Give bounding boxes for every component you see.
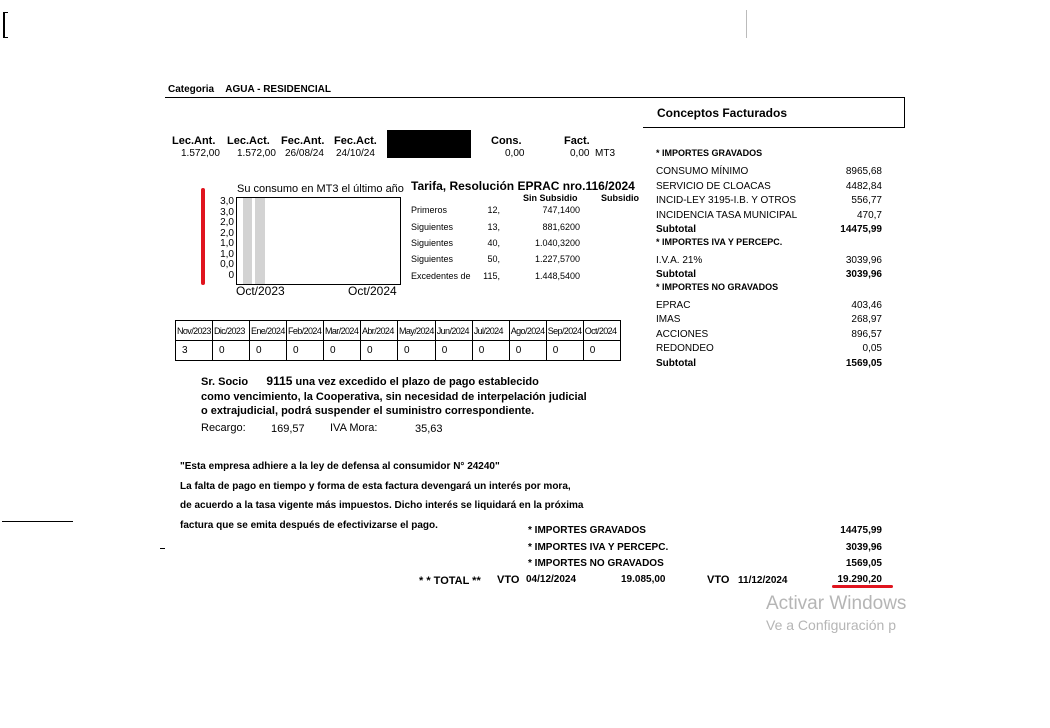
concept-item-value: 8965,68 [845,166,882,177]
tariff-row-qty: 13, [487,222,500,232]
history-month: May/2024 [398,321,436,341]
concept-item-value: 4482,84 [845,180,882,192]
history-value: 0 [361,341,398,361]
concept-item [656,166,882,180]
history-value: 0 [472,341,509,361]
concept-item-label: I.V.A. 21% [656,254,703,266]
concept-item-label: INCIDENCIA TASA MUNICIPAL [656,209,798,221]
lec-act-value: 1.572,00 [237,148,276,159]
history-values-row [176,341,621,361]
y-tick: 0 [228,269,234,281]
concepts-section-title: * IMPORTES IVA Y PERCEPC. [656,236,783,247]
y-tick: 0,0 [220,259,234,270]
tariff-row-price: 1.448,5400 [534,271,580,281]
x-tick-start: Oct/2023 [236,284,285,298]
legal-quote: "Esta empresa adhiere a la ley de defensa al consumidor N° 24240" [180,461,500,472]
history-month: Sep/2024 [546,321,583,341]
box-bottom [643,127,905,128]
redaction-block [387,130,471,158]
concepts-section-title: * IMPORTES NO GRAVADOS [656,281,779,292]
concept-item-label: INCID-LEY 3195-I.B. Y OTROS [656,195,797,206]
chart-bar [243,198,252,284]
history-table [175,320,621,361]
chart-bar [255,198,265,284]
lec-act-label: Lec.Act. [227,135,270,147]
history-month: Ago/2024 [509,321,546,341]
bracket-bottom [3,37,8,38]
fec-act-value: 24/10/24 [336,148,375,159]
concept-item-label: ACCIONES [656,328,709,340]
fec-ant-label: Fec.Ant. [281,135,325,147]
dash [160,548,165,549]
header-rule [165,97,905,98]
fec-ant-value: 26/08/24 [285,148,324,159]
total-no-gravados-label: * IMPORTES NO GRAVADOS [528,558,664,569]
tariff-row-qty: 50, [487,254,500,264]
bracket-top [3,12,8,13]
rule [2,521,73,522]
concepts-section-title: * IMPORTES GRAVADOS [656,148,763,158]
fec-act-label: Fec.Act. [334,135,377,147]
tariff-row-label: Siguientes [411,238,454,248]
red-underline-mark [832,585,893,588]
activation-watermark: Activar Windows [766,593,907,614]
vto1-amount: 19.085,00 [621,574,666,585]
subtotal-iva-label: Subtotal [656,269,696,280]
tariff-row-qty: 12, [487,205,500,215]
history-month: Abr/2024 [361,321,398,341]
socio-label: Sr. Socio [201,376,249,388]
concept-item [656,210,882,224]
y-tick: 1,0 [220,248,234,260]
iva-mora-value: 35,63 [415,423,443,435]
history-value: 0 [583,341,620,361]
vto2-date: 11/12/2024 [738,575,788,586]
tariff-row-price: 881,6200 [542,222,580,232]
bracket [3,12,5,38]
tariff-row-label: Siguientes [411,222,454,232]
legal-line: La falta de pago en tiempo y forma de esta factura devengará un interés por mora, [180,480,571,492]
tariff-col-sin-subsidio: Sin Subsidio [523,193,578,203]
chart-y-axis [208,197,234,281]
activation-watermark-sub: Ve a Configuración p [766,617,896,633]
category-label: Categoria [168,84,215,95]
iva-mora-label: IVA Mora: [330,422,378,434]
history-month: Feb/2024 [287,321,324,341]
fact-value [570,148,615,159]
history-value: 0 [546,341,583,361]
red-annotation-mark [201,188,205,285]
payment-notice [201,374,587,419]
history-value: 0 [213,341,250,361]
tariff-row-label: Primeros [411,205,448,215]
tariff-col-subsidio: Subsidio [601,193,639,203]
tariff-title: Tarifa, Resolución EPRAC nro.116/2024 [411,179,635,193]
concept-item [656,329,882,343]
tariff-row-label: Siguientes [411,254,454,264]
history-month: Mar/2024 [324,321,361,341]
vto1-date: 04/12/2024 [526,574,577,585]
total-no-gravados-value: 1569,05 [845,558,882,569]
total-iva-label: * IMPORTES IVA Y PERCEPC. [528,542,669,553]
subtotal-no-gravados-label: Subtotal [656,357,696,369]
fact-number: 0,00 [570,148,590,159]
history-month: Dic/2023 [213,321,250,341]
vto1-label: VTO [497,574,520,586]
divider [746,10,747,38]
concept-item [656,255,882,269]
y-tick: 3,0 [220,196,234,207]
notice-line: como vencimiento, la Cooperativa, sin necesidad de interpelación judicial [201,390,587,403]
concept-item [656,181,882,195]
y-tick: 2,0 [220,217,234,228]
concept-item-label: IMAS [656,314,681,325]
fact-unit: MT3 [595,148,616,159]
cons-value: 0,00 [505,148,525,159]
tariff-row-label: Excedentes de [411,271,471,281]
concept-item-value: 403,46 [851,299,882,311]
history-value: 0 [324,341,361,361]
consumption-chart [236,197,401,285]
legal-line: de acuerdo a la tasa vigente más impuestos. Dicho interés se liquidará en la próxima [180,500,584,511]
subtotal-iva-value: 3039,96 [845,269,882,280]
box-right [904,97,905,127]
total-gravados-label: * IMPORTES GRAVADOS [528,525,646,536]
history-month: Ene/2024 [250,321,287,341]
category [168,84,331,95]
tariff-row-qty: 115, [483,271,500,281]
history-value: 0 [250,341,287,361]
history-value: 0 [509,341,546,361]
recargo-label: Recargo: [201,422,246,434]
history-value: 0 [398,341,436,361]
history-value: 0 [435,341,472,361]
history-month: Jul/2024 [472,321,509,341]
tariff-row-price: 1.227,5700 [534,254,580,264]
concept-item [656,300,882,314]
tariff-row-price: 1.040,3200 [534,238,580,248]
concept-item [656,343,882,357]
history-value: 0 [287,341,324,361]
concept-item-value: 268,97 [851,314,882,325]
legal-line: factura que se emita después de efectivizarse el pago. [180,519,438,531]
concept-item-value: 3039,96 [845,254,882,266]
concept-item-value: 470,7 [856,209,882,221]
subtotal-gravados-label: Subtotal [656,224,696,235]
y-tick: 3,0 [220,206,234,218]
history-month: Oct/2024 [583,321,620,341]
subtotal-no-gravados-value: 1569,05 [845,357,882,369]
concepts-title: Conceptos Facturados [657,106,788,120]
history-value: 3 [176,341,213,361]
subtotal-gravados-value: 14475,99 [840,224,882,235]
x-tick-end: Oct/2024 [348,284,397,298]
concept-item [656,195,882,209]
cons-label: Cons. [491,135,522,147]
legal-text [180,457,583,535]
total-gravados-value: 14475,99 [840,525,882,536]
concept-item-label: REDONDEO [656,343,714,354]
y-tick: 2,0 [220,227,234,239]
tariff-row-price: 747,1400 [542,205,580,215]
lec-ant-value: 1.572,00 [181,148,220,159]
notice-line: o extrajudicial, podrá suspender el suministro correspondiente. [201,405,535,417]
concept-item-value: 0,05 [862,343,882,354]
total-label: * * TOTAL ** [419,575,481,587]
recargo-value: 169,57 [271,423,305,435]
chart-title: Su consumo en MT3 el último año [237,183,404,195]
category-value: AGUA - RESIDENCIAL [225,84,331,95]
concept-item-label: SERVICIO DE CLOACAS [656,180,771,192]
tariff-row-qty: 40, [487,238,500,248]
vto2-label: VTO [707,574,730,586]
socio-number: 9115 [266,374,293,388]
vto2-amount: 19.290,20 [837,574,882,585]
history-month: Jun/2024 [435,321,472,341]
notice-line: una vez excedido el plazo de pago establecido [295,376,539,388]
subtotal-no-gravados [656,358,882,372]
lec-ant-label: Lec.Ant. [172,135,216,147]
concept-item-value: 556,77 [851,195,882,206]
history-month: Nov/2023 [176,321,213,341]
history-months-row [176,321,621,341]
fact-label: Fact. [564,135,590,147]
y-tick: 1,0 [220,238,234,249]
concept-item-label: EPRAC [656,299,691,311]
concept-item-label: CONSUMO MÍNIMO [656,166,749,177]
concept-item [656,314,882,328]
concept-item-value: 896,57 [851,328,882,340]
total-iva-value: 3039,96 [845,542,882,553]
